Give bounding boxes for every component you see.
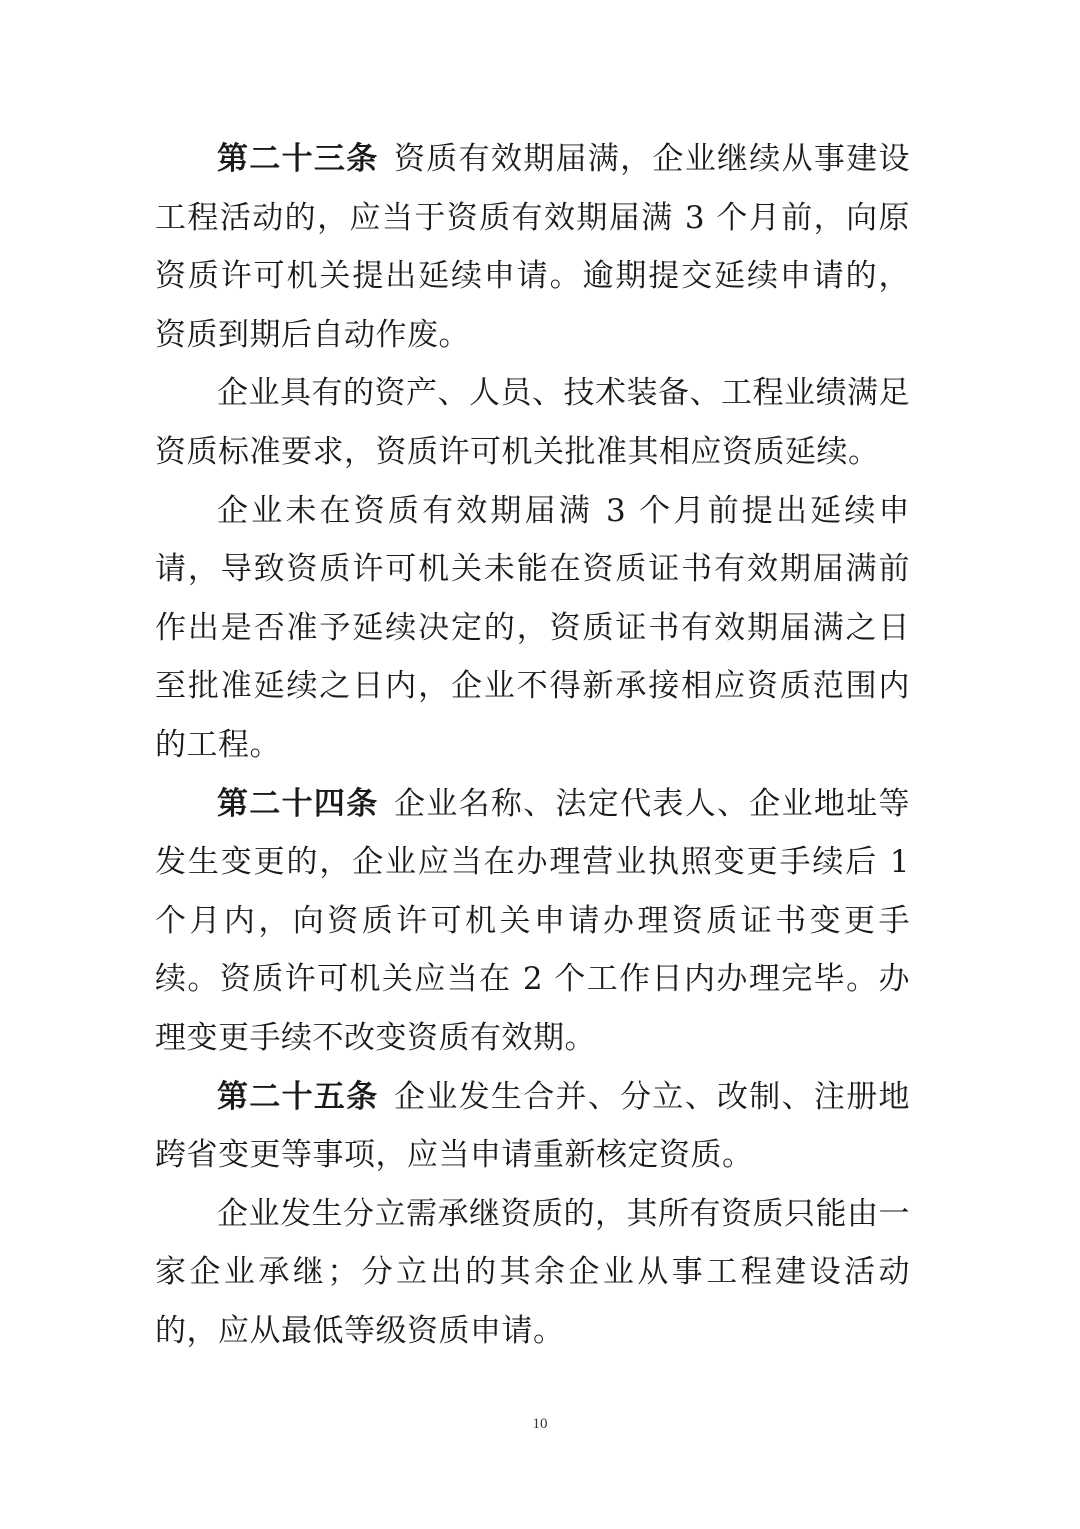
paragraph-text: 企业发生合并、分立、改制、注册地跨省变更等事项，应当申请重新核定资质。 <box>155 1078 910 1174</box>
paragraph-article-24 <box>155 775 910 1068</box>
paragraph-article-25 <box>155 1068 910 1185</box>
paragraph-text: 企业名称、法定代表人、企业地址等发生变更的，企业应当在办理营业执照变更手续后 1 个月内，向资质许可机关申请办理资质证书变更手续。资质许可机关应当在 2 个工作日内办理完毕。办理变更手续不改变资质有效期。 <box>155 785 910 1056</box>
page-number: 10 <box>532 1416 548 1432</box>
article-title: 第二十四条 <box>217 785 379 822</box>
paragraph-text: 企业发生分立需承继资质的，其所有资质只能由一家企业承继；分立出的其余企业从事工程建设活动的，应从最低等级资质申请。 <box>155 1195 910 1349</box>
paragraph-article-23 <box>155 130 910 364</box>
document-body <box>155 130 910 1360</box>
paragraph-article-23-clause-3 <box>155 482 910 775</box>
paragraph-text: 企业未在资质有效期届满 3 个月前提出延续申请，导致资质许可机关未能在资质证书有效期届满前作出是否准予延续决定的，资质证书有效期届满之日至批准延续之日内，企业不得新承接相应资质范围内的工程。 <box>155 492 910 763</box>
paragraph-text: 资质有效期届满，企业继续从事建设工程活动的，应当于资质有效期届满 3 个月前，向原资质许可机关提出延续申请。逾期提交延续申请的，资质到期后自动作废。 <box>155 141 910 353</box>
paragraph-article-23-clause-2 <box>155 364 910 481</box>
paragraph-text: 企业具有的资产、人员、技术装备、工程业绩满足资质标准要求，资质许可机关批准其相应资质延续。 <box>155 375 910 470</box>
paragraph-article-25-clause-2 <box>155 1185 910 1361</box>
article-title: 第二十五条 <box>217 1078 379 1115</box>
article-title: 第二十三条 <box>217 141 379 177</box>
